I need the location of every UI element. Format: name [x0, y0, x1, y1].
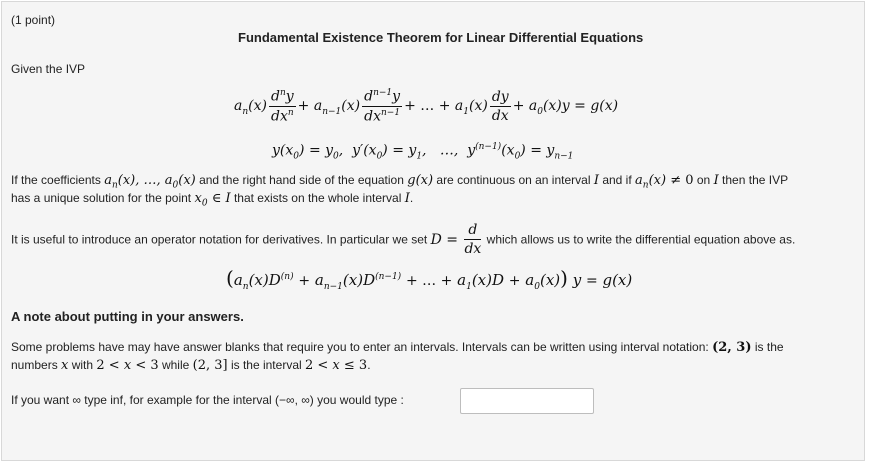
infinity-instructions: If you want ∞ type inf, for example for the interval (−∞, ∞) you would type : — [11, 393, 404, 407]
ode-equation: $a_n(x)$ $\frac{d^ny}{dx^n}$ + $a_{n-1}(x)$ $\frac{d^{n-1}y}{dx^{n-1}}$ + … + $a_1(x)$ $\frac{dy}{dx}$ + $a_0(x)y = g(x)$ — [234, 88, 619, 125]
paragraph-intervals-line1: Some problems have may have answer blanks that require you to enter an intervals. Intervals can be written using interval notation: (2, 3) is the — [11, 340, 784, 355]
paragraph-operator: It is useful to introduce an operator notation for derivatives. In particular we set D = $\frac{d}{dx}$ which allows us to write the differential equation above as. — [11, 222, 796, 257]
operator-equation: ($a_n(x)D^{(n)} + a_{n-1}(x)D^{(n-1)}$ + … + $a_1(x)D + a_0(x)$) y = g(x) — [226, 266, 633, 292]
initial-conditions: $y(x_0) = y_0$, $y'(x_0) = y_1$, …, $y^{(n-1)}(x_0) = y_{n-1}$ — [272, 142, 574, 162]
problem-title: Fundamental Existence Theorem for Linear Differential Equations — [238, 30, 644, 45]
points-label: (1 point) — [11, 13, 56, 27]
note-heading: A note about putting in your answers. — [11, 309, 244, 324]
given-label: Given the IVP — [11, 62, 86, 76]
problem-panel — [1, 1, 865, 461]
paragraph-intervals-line2: numbers x with 2 < x < 3 while (2, 3] is the interval 2 < x ≤ 3. — [11, 358, 371, 373]
paragraph-conditions-line1: If the coefficients $a_n(x)$, …, $a_0(x)$ and the right hand side of the equation g(x) are continuous on an interval I and if $a_n(x) \ne 0$ on I then the IVP — [11, 173, 789, 191]
paragraph-conditions-line2: has a unique solution for the point $x_0$ ∈ I that exists on the whole interval I. — [11, 191, 414, 209]
answer-input[interactable] — [460, 388, 594, 414]
